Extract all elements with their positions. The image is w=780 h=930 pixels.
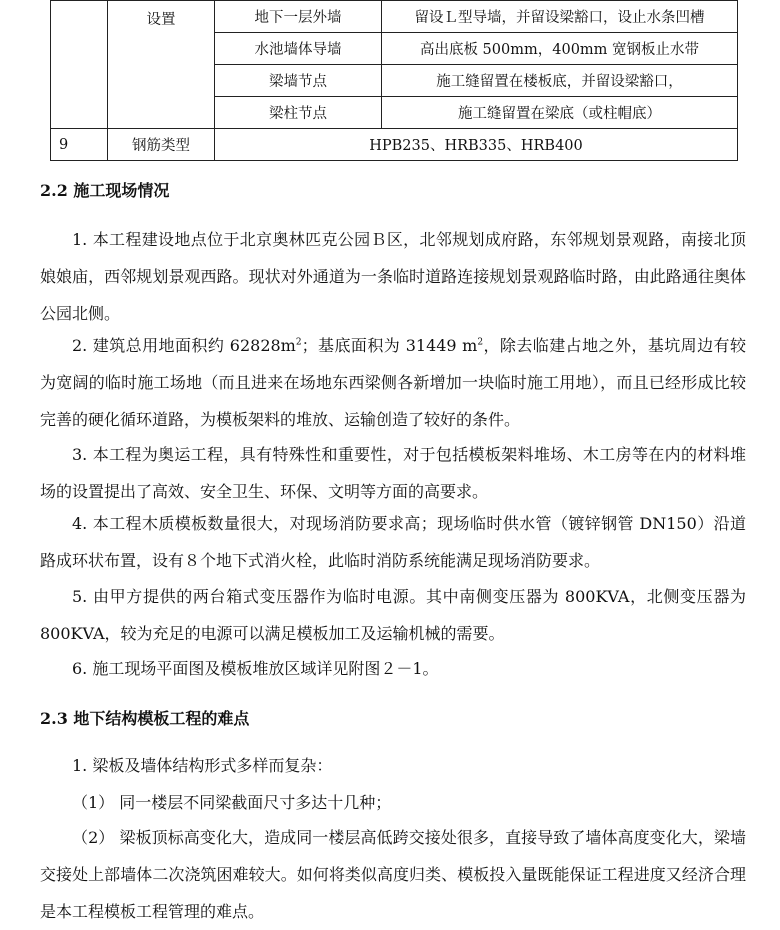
table-cell-value: HPB235、HRB335、HRB400 <box>215 129 738 161</box>
table-cell-value: 施工缝留置在楼板底，并留设梁豁口， <box>382 65 738 97</box>
table-cell-category: 设置 <box>108 1 215 129</box>
table-cell-item: 梁墙节点 <box>215 65 382 97</box>
table-cell-value: 施工缝留置在梁底（或柱帽底） <box>382 97 738 129</box>
table-cell-category: 钢筋类型 <box>108 129 215 161</box>
paragraph-site-location: 1. 本工程建设地点位于北京奥林匹克公园Ｂ区，北邻规划成府路，东邻规划景观路，南接北顶娘娘庙，西邻规划景观西路。现状对外通道为一条临时道路连接规划景观路临时路，由此路通往奥体公园北侧。 <box>40 230 746 323</box>
paragraph-fire-safety: 4. 本工程木质模板数量很大，对现场消防要求高；现场临时供水管（镀锌钢管 DN150）沿道路成环状布置，设有８个地下式消火栓，此临时消防系统能满足现场消防要求。 <box>40 514 746 570</box>
section-heading-2-2: 2.2 施工现场情况 <box>40 181 170 200</box>
paragraph-power-supply: 5. 由甲方提供的两台箱式变压器作为临时电源。其中南侧变压器为 800KVA，北侧变压器为 800KVA，较为充足的电源可以满足模板加工及运输机械的需要。 <box>40 587 746 643</box>
table-cell-value: 高出底板 500mm，400mm 宽钢板止水带 <box>382 33 738 65</box>
paragraph-beam-sizes: （1） 同一楼层不同梁截面尺寸多达十几种； <box>72 793 392 812</box>
table-cell-num <box>51 1 108 129</box>
area-text-c: ，除去临建占地之外，基坑周边有较为宽阔的临时施工场地（而且进来在场地东西梁侧各新增加一块临时施工用地），而且已经形成比较完善的硬化循环道路，为模板架料的堆放、运输创造了较好的条件。 <box>40 336 746 429</box>
table-cell-num: 9 <box>51 129 108 161</box>
table-cell-item: 梁柱节点 <box>215 97 382 129</box>
table-cell-item: 地下一层外墙 <box>215 1 382 33</box>
table-cell-value: 留设Ｌ型导墙，并留设梁豁口，设止水条凹槽 <box>382 1 738 33</box>
table-row <box>51 1 738 33</box>
area-text-a: 2. 建筑总用地面积约 62828m <box>72 336 296 355</box>
spec-table <box>50 0 738 161</box>
section-heading-2-3: 2.3 地下结构模板工程的难点 <box>40 709 250 728</box>
paragraph-site-plan: 6. 施工现场平面图及模板堆放区域详见附图２－1。 <box>72 659 439 678</box>
paragraph-complex-structure: 1. 梁板及墙体结构形式多样而复杂： <box>72 756 333 775</box>
area-text-b: ；基底面积为 31449 m <box>301 336 478 355</box>
superscript-2: 2 <box>477 337 484 348</box>
paragraph-site-area <box>40 327 746 438</box>
paragraph-elevation-changes: （2） 梁板顶标高变化大，造成同一楼层高低跨交接处很多，直接导致了墙体高度变化大，梁墙交接处上部墙体二次浇筑困难较大。如何将类似高度归类、模板投入量既能保证工程进度又经济合理是本工程模板工程管理的难点。 <box>40 828 746 921</box>
table-cell-item: 水池墙体导墙 <box>215 33 382 65</box>
superscript-2: 2 <box>295 337 302 348</box>
paragraph-olympic-project: 3. 本工程为奥运工程，具有特殊性和重要性，对于包括模板架料堆场、木工房等在内的材料堆场的设置提出了高效、安全卫生、环保、文明等方面的高要求。 <box>40 445 746 501</box>
table-row <box>51 129 738 161</box>
